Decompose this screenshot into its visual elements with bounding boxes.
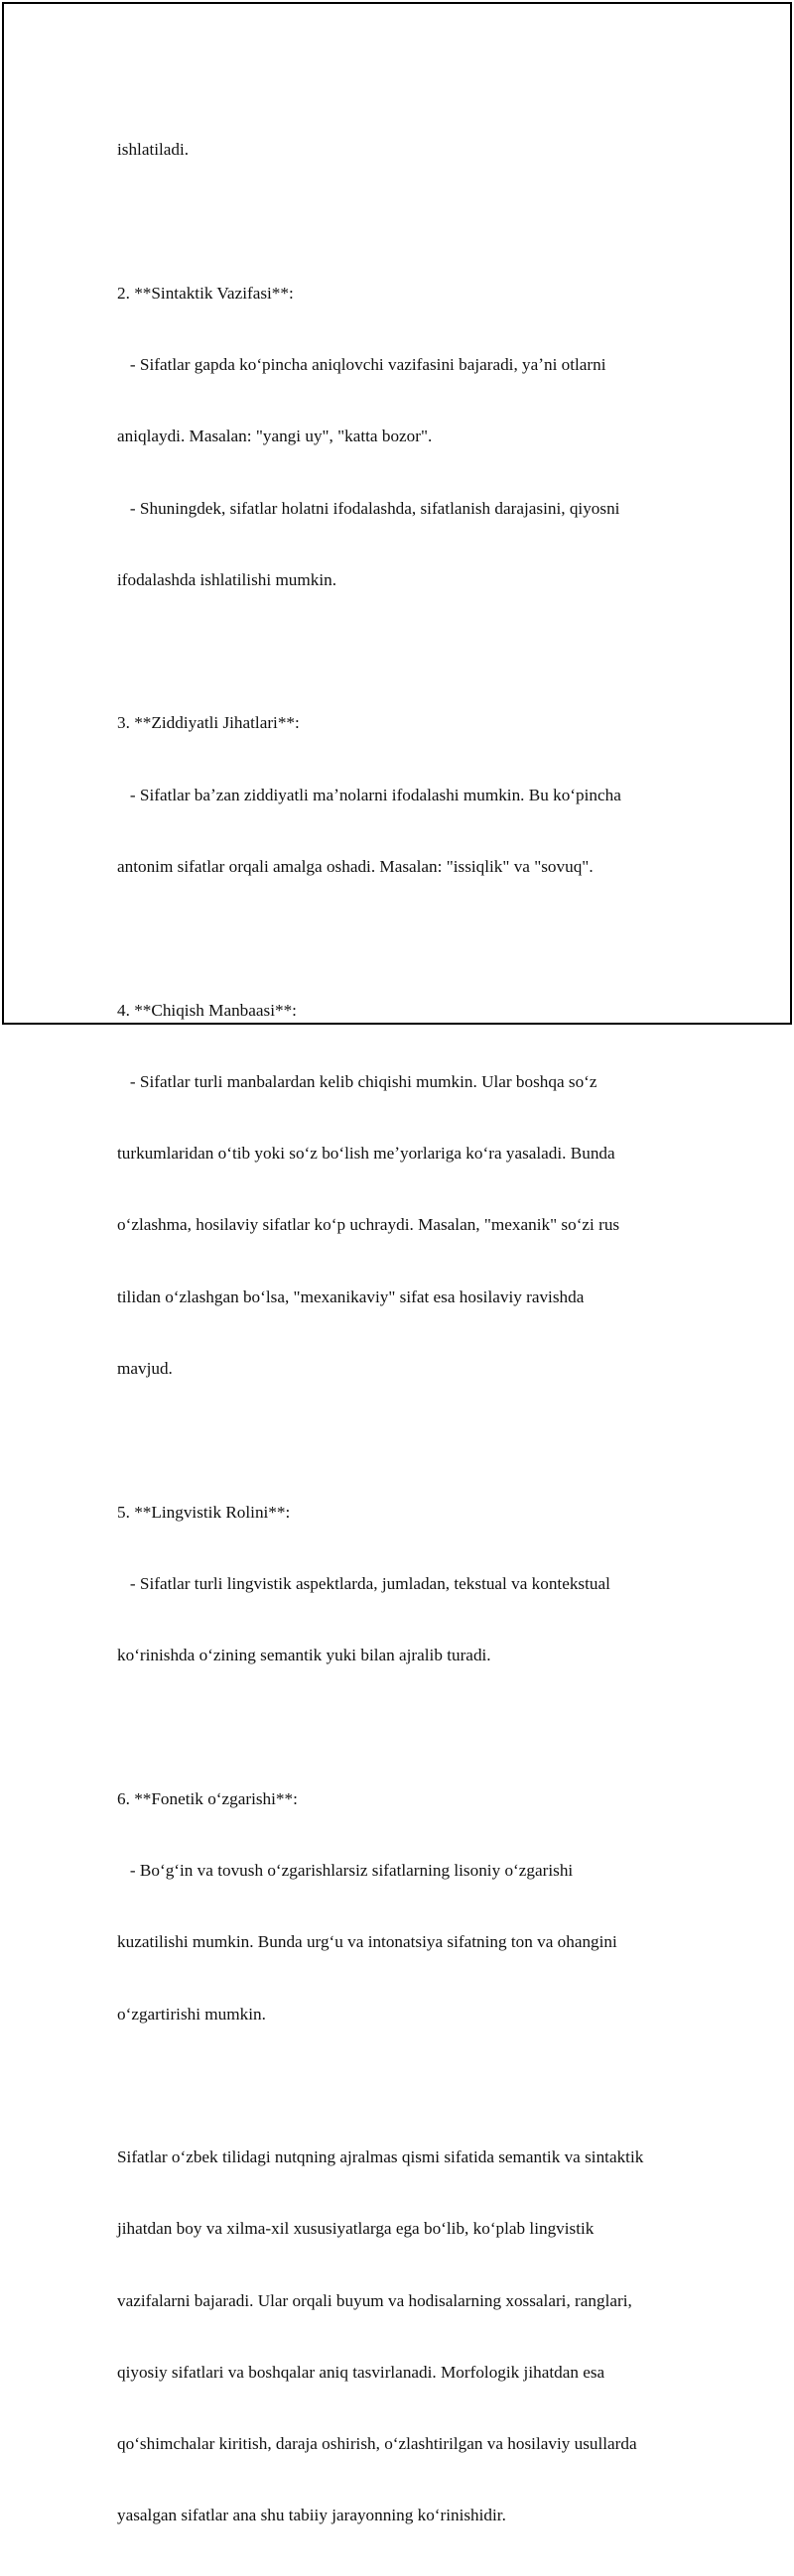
blank-line (117, 209, 693, 233)
text-line: Sifatlar oʻzbek tilidagi nutqning ajralmas qismi sifatida semantik va sintaktik (117, 2147, 644, 2167)
text-line: tilidan oʻzlashgan boʻlsa, "mexanikaviy" sifat esa hosilaviy ravishda (117, 1287, 585, 1306)
text-line: - Shuningdek, sifatlar holatni ifodalashda, sifatlanish darajasini, qiyosni (117, 498, 620, 518)
section-heading: 2. **Sintaktik Vazifasi**: (117, 283, 294, 303)
text-line: - Boʻgʻin va tovush oʻzgarishlarsiz sifatlarning lisoniy oʻzgarishi (117, 1860, 574, 1880)
section-heading: 3. **Ziddiyatli Jihatlari**: (117, 713, 300, 733)
blank-line (117, 1428, 693, 1452)
text-line: mavjud. (117, 1358, 173, 1378)
text-line: yasalgan sifatlar ana shu tabiiy jarayonning koʻrinishidir. (117, 2506, 506, 2525)
text-line: - Sifatlar turli lingvistik aspektlarda, jumladan, tekstual va kontekstual (117, 1573, 610, 1593)
text-line: jihatdan boy va xilma-xil xususiyatlarga ega boʻlib, koʻplab lingvistik (117, 2219, 595, 2239)
text-line: ifodalashda ishlatilishi mumkin. (117, 569, 337, 589)
text-line: antonim sifatlar orqali amalga oshadi. Masalan: "issiqlik" va "sovuq". (117, 857, 594, 876)
section-heading: 5. **Lingvistik Rolini**: (117, 1502, 291, 1522)
blank-line (117, 2074, 693, 2098)
blank-line (117, 1715, 693, 1739)
text-line: - Sifatlar turli manbalardan kelib chiqishi mumkin. Ular boshqa soʻz (117, 1071, 597, 1091)
text-line: - Sifatlar gapda koʻpincha aniqlovchi vazifasini bajaradi, yaʼni otlarni (117, 355, 606, 375)
text-line: qoʻshimchalar kiritish, daraja oshirish, oʻzlashtirilgan va hosilaviy usullarda (117, 2434, 637, 2454)
text-line: aniqlaydi. Masalan: "yangi uy", "katta bozor". (117, 427, 433, 446)
text-line: oʻzgartirishi mumkin. (117, 2004, 266, 2024)
blank-line (117, 926, 693, 950)
document-body (117, 90, 693, 2576)
text-line: koʻrinishda oʻzining semantik yuki bilan ajralib turadi. (117, 1646, 491, 1665)
section-heading: 6. **Fonetik oʻzgarishi**: (117, 1788, 298, 1808)
text-line: vazifalarni bajaradi. Ular orqali buyum va hodisalarning xossalari, ranglari, (117, 2290, 632, 2310)
blank-line (117, 640, 693, 664)
section-heading: 4. **Chiqish Manbaasi**: (117, 1000, 297, 1020)
text-line: kuzatilishi mumkin. Bunda urgʻu va intonatsiya sifatning ton va ohangini (117, 1932, 617, 1952)
text-line: oʻzlashma, hosilaviy sifatlar koʻp uchraydi. Masalan, "mexanik" soʻzi rus (117, 1215, 620, 1235)
text-line: turkumlaridan oʻtib yoki soʻz boʻlish meʼyorlariga koʻra yasaladi. Bunda (117, 1144, 615, 1164)
text-line: - Sifatlar baʼzan ziddiyatli maʼnolarni ifodalashi mumkin. Bu koʻpincha (117, 785, 621, 804)
text-line: qiyosiy sifatlari va boshqalar aniq tasvirlanadi. Morfologik jihatdan esa (117, 2362, 605, 2382)
text-line: ishlatiladi. (117, 140, 190, 160)
